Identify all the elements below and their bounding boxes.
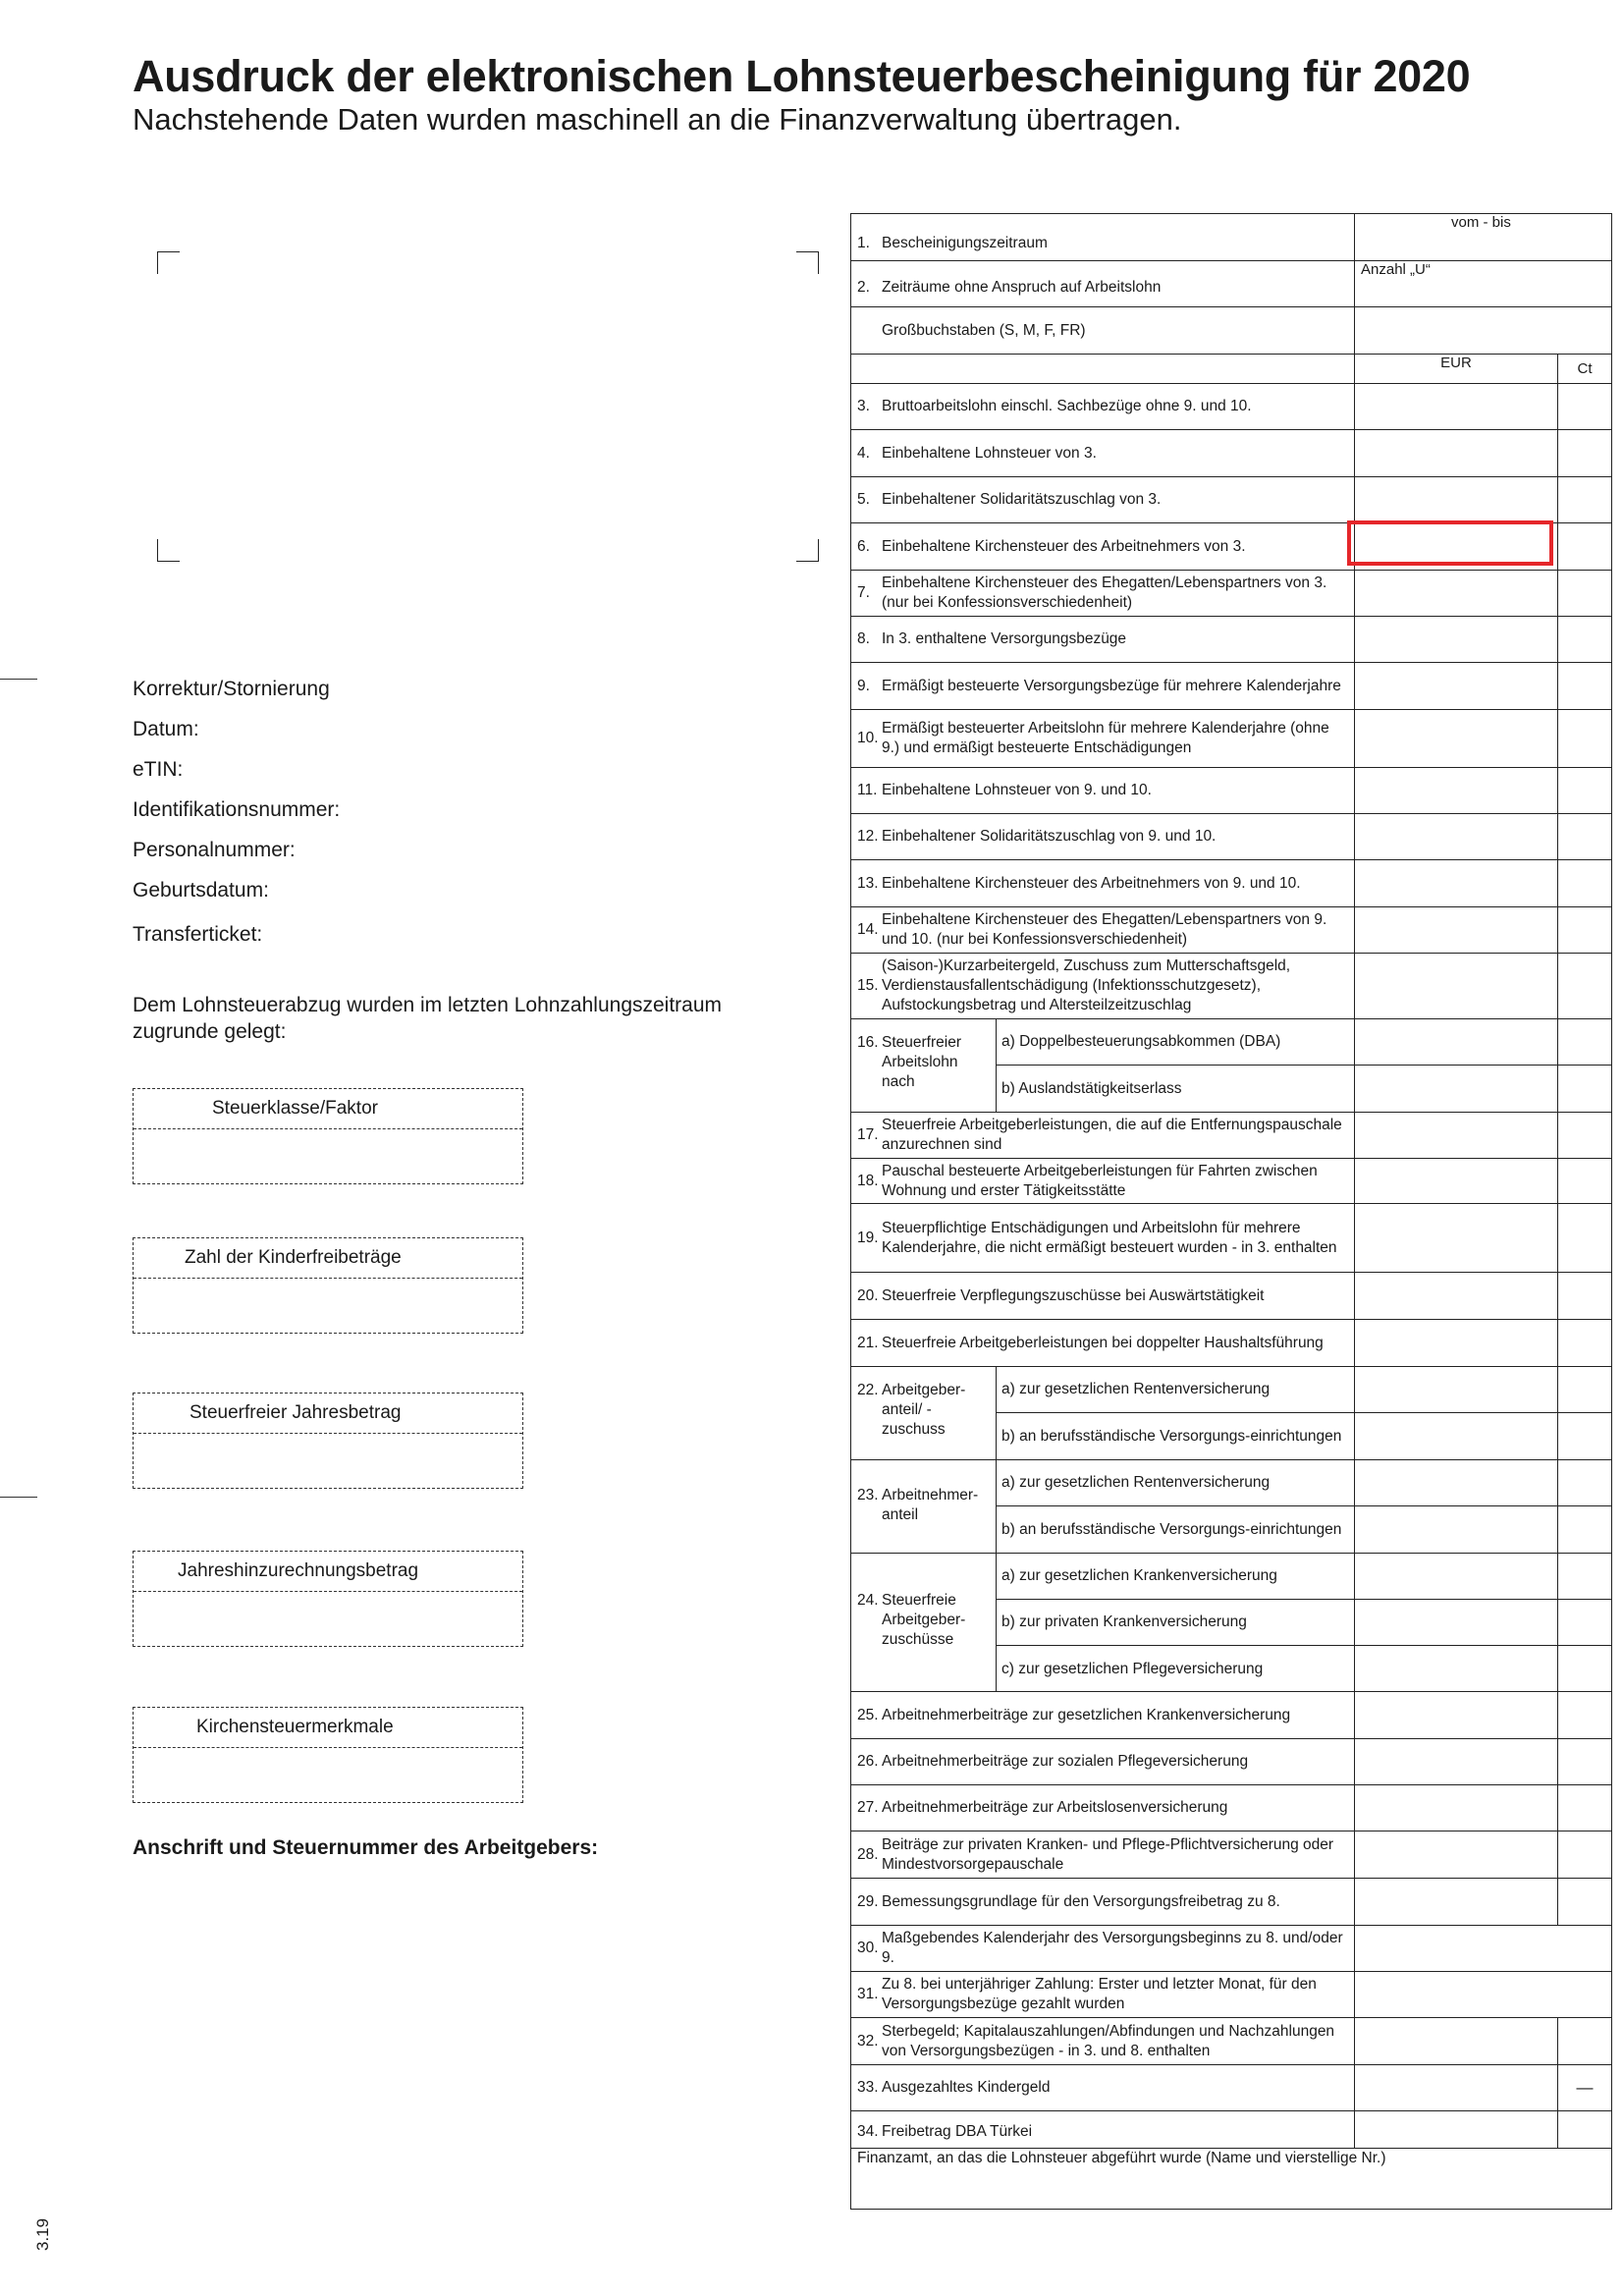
row-23a xyxy=(996,1460,1611,1506)
row-24c xyxy=(996,1646,1611,1692)
row-text: a) Doppelbesteuerungsabkommen (DBA) xyxy=(1001,1033,1281,1050)
row-text: a) zur gesetzlichen Rentenversicherung xyxy=(1001,1381,1271,1397)
eur-header-cell xyxy=(1354,355,1557,383)
row-34-ct xyxy=(1557,2111,1611,2148)
row-7-eur xyxy=(1354,571,1557,616)
row-text: Steuerfreie Arbeitgeberleistungen, die auf die Entfernungspauschale anzurechnen sind xyxy=(882,1117,1342,1153)
row-2-value xyxy=(1354,261,1613,306)
row-number: 24. xyxy=(857,1592,879,1609)
row-4 xyxy=(851,430,1611,477)
row-text: Einbehaltene Lohnsteuer von 3. xyxy=(882,444,1097,462)
row-7 xyxy=(851,571,1611,617)
row-text: (Saison-)Kurzarbeitergeld, Zuschuss zum Mutterschaftsgeld, Verdienstausfallentschädigung (Infektionsschutzgesetz), Aufstockungsbetrag und Altersteilzeitzuschlag xyxy=(882,957,1291,1013)
row-15-eur xyxy=(1354,954,1557,1018)
row-15-ct xyxy=(1557,954,1611,1018)
jahresbetrag-value xyxy=(134,1434,522,1488)
row-text: Einbehaltene Kirchensteuer des Ehegatten/Lebenspartners von 9. und 10. (nur bei Konfessionsverschiedenheit) xyxy=(882,911,1327,948)
row-12-ct xyxy=(1557,814,1611,859)
row-9 xyxy=(851,663,1611,710)
row-24a xyxy=(996,1554,1611,1600)
row-11 xyxy=(851,768,1611,814)
row-number: 31. xyxy=(857,1986,879,2002)
kinderfreibetraege-caption: Zahl der Kinderfreibeträge xyxy=(134,1238,522,1279)
row-number: 9. xyxy=(857,677,870,694)
row-22a-ct xyxy=(1557,1367,1611,1412)
row-text: Einbehaltener Solidaritätszuschlag von 3. xyxy=(882,491,1162,508)
row-text: Ermäßigt besteuerter Arbeitslohn für mehrere Kalenderjahre (ohne 9.) und ermäßigt besteuerte Entschädigungen xyxy=(882,720,1329,756)
fold-mark-top xyxy=(0,679,37,680)
row-number: 25. xyxy=(857,1706,879,1723)
row-5-eur xyxy=(1354,477,1557,522)
address-corner-top-left xyxy=(157,251,180,274)
row-number: 8. xyxy=(857,630,870,647)
row-28 xyxy=(851,1831,1611,1879)
row-number: 11. xyxy=(857,782,878,798)
address-corner-top-right xyxy=(796,251,819,274)
row-text: Ermäßigt besteuerte Versorgungsbezüge für mehrere Kalenderjahre xyxy=(882,677,1341,694)
row-24c-eur xyxy=(1354,1646,1557,1692)
hinzurechnung-caption: Jahreshinzurechnungsbetrag xyxy=(134,1552,522,1592)
personalnr-label: Personalnummer: xyxy=(133,839,296,861)
geburtsdatum-label: Geburtsdatum: xyxy=(133,879,269,902)
row-text: b) Auslandstätigkeitserlass xyxy=(1001,1080,1182,1097)
row-text: b) an berufsständische Versorgungs-einrichtungen xyxy=(1001,1521,1342,1538)
row-24 xyxy=(851,1554,1611,1692)
row-29-eur xyxy=(1354,1879,1557,1925)
jahresbetrag-caption: Steuerfreier Jahresbetrag xyxy=(134,1394,522,1434)
row-text: Einbehaltener Solidaritätszuschlag von 9. und 10. xyxy=(882,828,1217,845)
row-32 xyxy=(851,2018,1611,2065)
row-number: 29. xyxy=(857,1892,879,1910)
row-text: Pauschal besteuerte Arbeitgeberleistungen für Fahrten zwischen Wohnung und erster Tätigkeitsstätte xyxy=(882,1162,1318,1199)
lohnsteuer-table xyxy=(850,213,1612,2210)
row-text: b) zur privaten Krankenversicherung xyxy=(1001,1613,1247,1630)
page-subtitle: Nachstehende Daten wurden maschinell an die Finanzverwaltung übertragen. xyxy=(133,102,1182,137)
vom-bis-header: vom - bis xyxy=(1451,214,1511,231)
row-number: 21. xyxy=(857,1334,879,1351)
row-text: Einbehaltene Lohnsteuer von 9. und 10. xyxy=(882,782,1152,798)
row-15 xyxy=(851,954,1611,1019)
steuerklasse-value xyxy=(134,1129,522,1183)
row-23-label: Arbeitnehmer-anteil xyxy=(882,1487,979,1523)
row-text: Steuerpflichtige Entschädigungen und Arbeitslohn für mehrere Kalenderjahre, die nicht ermäßigt besteuert wurden - in 3. enthalten xyxy=(882,1219,1337,1256)
row-11-eur xyxy=(1354,768,1557,813)
row-13-ct xyxy=(1557,860,1611,906)
row-16-label: Steuerfreier Arbeitslohn nach xyxy=(882,1034,961,1090)
row-text: Ausgezahltes Kindergeld xyxy=(882,2079,1051,2096)
row-text: Einbehaltene Kirchensteuer des Ehegatten/Lebenspartners von 3. (nur bei Konfessionsverschiedenheit) xyxy=(882,574,1327,611)
address-corner-bottom-left xyxy=(157,539,180,562)
row-text: Zeiträume ohne Anspruch auf Arbeitslohn xyxy=(882,279,1162,296)
row-2b-value xyxy=(1354,307,1613,354)
datum-label: Datum: xyxy=(133,718,199,740)
steuerklasse-caption: Steuerklasse/Faktor xyxy=(134,1089,522,1129)
row-text: Sterbegeld; Kapitalauszahlungen/Abfindungen und Nachzahlungen von Versorgungsbezügen - in 3. und 8. enthalten xyxy=(882,2022,1335,2059)
row-number: 1. xyxy=(857,234,870,251)
currency-header-row xyxy=(851,355,1611,384)
row-10 xyxy=(851,710,1611,768)
row-16a-eur xyxy=(1354,1019,1557,1065)
row-4-eur xyxy=(1354,430,1557,476)
row-number: 5. xyxy=(857,491,870,508)
row-7-ct xyxy=(1557,571,1611,616)
row-2-grossbuchstaben xyxy=(851,307,1611,355)
hinzurechnung-box xyxy=(133,1551,523,1647)
employer-heading: Anschrift und Steuernummer des Arbeitgebers: xyxy=(133,1836,599,1859)
row-text: a) zur gesetzlichen Krankenversicherung xyxy=(1001,1567,1277,1584)
row-18-eur xyxy=(1354,1159,1557,1203)
row-5 xyxy=(851,477,1611,523)
row-17 xyxy=(851,1113,1611,1159)
row-24c-ct xyxy=(1557,1646,1611,1692)
row-2 xyxy=(851,261,1611,307)
row-23b-ct xyxy=(1557,1506,1611,1554)
row-28-ct xyxy=(1557,1831,1611,1878)
row-26-eur xyxy=(1354,1739,1557,1784)
row-14-eur xyxy=(1354,907,1557,953)
row-23b xyxy=(996,1506,1611,1554)
row-21-ct xyxy=(1557,1320,1611,1366)
row-20-ct xyxy=(1557,1273,1611,1319)
row-3 xyxy=(851,384,1611,430)
row-28-eur xyxy=(1354,1831,1557,1878)
row-12 xyxy=(851,814,1611,860)
row-22-label: Arbeitgeber-anteil/ -zuschuss xyxy=(882,1382,966,1438)
row-number: 16. xyxy=(857,1034,879,1051)
row-23 xyxy=(851,1460,1611,1554)
row-number: 14. xyxy=(857,921,879,938)
row-text: In 3. enthaltene Versorgungsbezüge xyxy=(882,630,1127,647)
row-16b-ct xyxy=(1557,1066,1611,1113)
row-text: a) zur gesetzlichen Rentenversicherung xyxy=(1001,1474,1271,1491)
row-text: Steuerfreie Verpflegungszuschüsse bei Auswärtstätigkeit xyxy=(882,1286,1265,1304)
row-number: 7. xyxy=(857,584,870,601)
form-code: 3.19 xyxy=(33,2217,52,2251)
row-34-eur xyxy=(1354,2111,1557,2148)
row-33 xyxy=(851,2065,1611,2111)
row-number: 6. xyxy=(857,537,870,555)
row-text: Beiträge zur privaten Kranken- und Pflege-Pflichtversicherung oder Mindestvorsorgepauschale xyxy=(882,1835,1334,1873)
row-8-ct xyxy=(1557,617,1611,662)
row-29-ct xyxy=(1557,1879,1611,1925)
row-text: Großbuchstaben (S, M, F, FR) xyxy=(882,321,1086,339)
row-25-ct xyxy=(1557,1692,1611,1738)
row-24a-ct xyxy=(1557,1554,1611,1599)
ct-dash: — xyxy=(1576,2078,1594,2097)
kirchensteuer-value xyxy=(134,1748,522,1802)
row-16b-eur xyxy=(1354,1066,1557,1113)
finanzamt-row xyxy=(851,2149,1611,2209)
row-number: 19. xyxy=(857,1229,879,1246)
row-29 xyxy=(851,1879,1611,1926)
row-16a-ct xyxy=(1557,1019,1611,1065)
row-number: 4. xyxy=(857,444,870,462)
row-22a-eur xyxy=(1354,1367,1557,1412)
row-12-eur xyxy=(1354,814,1557,859)
row-text: Steuerfreie Arbeitgeberleistungen bei doppelter Haushaltsführung xyxy=(882,1334,1324,1351)
row-number: 22. xyxy=(857,1382,879,1398)
row-text: Freibetrag DBA Türkei xyxy=(882,2122,1033,2140)
row-25-eur xyxy=(1354,1692,1557,1738)
row-number: 30. xyxy=(857,1940,879,1956)
row-14 xyxy=(851,907,1611,954)
row-number: 18. xyxy=(857,1172,879,1189)
row-31-value xyxy=(1354,1972,1613,2017)
row-25 xyxy=(851,1692,1611,1739)
row-34 xyxy=(851,2111,1611,2149)
row-6-ct xyxy=(1557,523,1611,570)
intro-line-1: Dem Lohnsteuerabzug wurden im letzten Lohnzahlungszeitraum xyxy=(133,994,723,1016)
row-30 xyxy=(851,1926,1611,1972)
row-32-eur xyxy=(1354,2018,1557,2064)
row-text: Arbeitnehmerbeiträge zur sozialen Pflegeversicherung xyxy=(882,1753,1249,1770)
row-17-eur xyxy=(1354,1113,1557,1158)
intro-line-2: zugrunde gelegt: xyxy=(133,1020,287,1043)
highlight-box xyxy=(1347,520,1553,566)
idnr-label: Identifikationsnummer: xyxy=(133,798,341,821)
transferticket-label: Transferticket: xyxy=(133,923,263,946)
jahresbetrag-box xyxy=(133,1393,523,1489)
row-19-eur xyxy=(1354,1204,1557,1272)
row-27-eur xyxy=(1354,1785,1557,1831)
row-13 xyxy=(851,860,1611,907)
row-3-ct xyxy=(1557,384,1611,429)
row-17-ct xyxy=(1557,1113,1611,1158)
row-24-label: Steuerfreie Arbeitgeber-zuschüsse xyxy=(882,1592,966,1648)
row-27-ct xyxy=(1557,1785,1611,1831)
row-16b xyxy=(996,1066,1611,1113)
row-number: 3. xyxy=(857,398,870,414)
row-13-eur xyxy=(1354,860,1557,906)
anzahl-u-header: Anzahl „U“ xyxy=(1361,261,1431,278)
row-23b-eur xyxy=(1354,1506,1557,1554)
row-text: Einbehaltene Kirchensteuer des Arbeitnehmers von 9. und 10. xyxy=(882,874,1301,892)
row-number: 34. xyxy=(857,2122,879,2140)
row-19-ct xyxy=(1557,1204,1611,1272)
row-number: 33. xyxy=(857,2079,879,2096)
row-1-value xyxy=(1354,214,1613,260)
row-number: 32. xyxy=(857,2032,879,2050)
row-24b xyxy=(996,1600,1611,1646)
kirchensteuer-box xyxy=(133,1707,523,1803)
row-text: Maßgebendes Kalenderjahr des Versorgungsbeginns zu 8. und/oder 9. xyxy=(882,1930,1343,1966)
row-19 xyxy=(851,1204,1611,1273)
row-text: Arbeitnehmerbeiträge zur gesetzlichen Krankenversicherung xyxy=(882,1706,1291,1723)
row-21 xyxy=(851,1320,1611,1367)
row-number: 2. xyxy=(857,279,870,296)
row-31 xyxy=(851,1972,1611,2018)
row-24b-ct xyxy=(1557,1600,1611,1645)
row-24a-eur xyxy=(1354,1554,1557,1599)
row-22b xyxy=(996,1413,1611,1460)
kinderfreibetraege-value xyxy=(134,1279,522,1333)
row-number: 10. xyxy=(857,730,879,746)
kinderfreibetraege-box xyxy=(133,1237,523,1334)
row-text: b) an berufsständische Versorgungs-einrichtungen xyxy=(1001,1428,1342,1445)
row-8-eur xyxy=(1354,617,1557,662)
row-number: 13. xyxy=(857,874,879,892)
row-9-eur xyxy=(1354,663,1557,709)
row-4-ct xyxy=(1557,430,1611,476)
row-number: 17. xyxy=(857,1126,879,1143)
row-text: Bruttoarbeitslohn einschl. Sachbezüge ohne 9. und 10. xyxy=(882,398,1252,414)
ct-header-cell xyxy=(1557,355,1611,383)
row-10-ct xyxy=(1557,710,1611,767)
page-title: Ausdruck der elektronischen Lohnsteuerbescheinigung für 2020 xyxy=(133,51,1471,101)
row-20 xyxy=(851,1273,1611,1320)
row-number: 26. xyxy=(857,1753,879,1770)
row-26-ct xyxy=(1557,1739,1611,1784)
row-24b-eur xyxy=(1354,1600,1557,1645)
row-number: 12. xyxy=(857,828,879,845)
row-22b-ct xyxy=(1557,1413,1611,1460)
row-16a xyxy=(996,1019,1611,1066)
row-21-eur xyxy=(1354,1320,1557,1366)
row-number: 28. xyxy=(857,1845,879,1863)
steuerklasse-box xyxy=(133,1088,523,1184)
row-5-ct xyxy=(1557,477,1611,522)
row-text: Einbehaltene Kirchensteuer des Arbeitnehmers von 3. xyxy=(882,537,1246,555)
kirchensteuer-caption: Kirchensteuermerkmale xyxy=(134,1708,522,1748)
row-number: 20. xyxy=(857,1286,879,1304)
row-23a-eur xyxy=(1354,1460,1557,1505)
finanzamt-label: Finanzamt, an das die Lohnsteuer abgeführt wurde (Name und vierstellige Nr.) xyxy=(857,2150,1386,2166)
row-1 xyxy=(851,214,1611,261)
row-18-ct xyxy=(1557,1159,1611,1203)
row-22 xyxy=(851,1367,1611,1460)
row-22b-eur xyxy=(1354,1413,1557,1460)
row-text: c) zur gesetzlichen Pflegeversicherung xyxy=(1001,1660,1264,1677)
row-8 xyxy=(851,617,1611,663)
row-text: Zu 8. bei unterjähriger Zahlung: Erster und letzter Monat, für den Versorgungsbezüge gezahlt wurden xyxy=(882,1976,1317,2012)
address-corner-bottom-right xyxy=(796,539,819,562)
row-11-ct xyxy=(1557,768,1611,813)
row-30-value xyxy=(1354,1926,1613,1971)
row-18 xyxy=(851,1159,1611,1204)
row-number: 15. xyxy=(857,977,879,994)
row-number: 27. xyxy=(857,1799,879,1816)
row-32-ct xyxy=(1557,2018,1611,2064)
korrektur-label: Korrektur/Stornierung xyxy=(133,678,330,700)
row-text: Bescheinigungszeitraum xyxy=(882,234,1048,251)
row-26 xyxy=(851,1739,1611,1785)
eur-header: EUR xyxy=(1440,355,1472,371)
row-text: Bemessungsgrundlage für den Versorgungsfreibetrag zu 8. xyxy=(882,1892,1280,1910)
row-3-eur xyxy=(1354,384,1557,429)
row-20-eur xyxy=(1354,1273,1557,1319)
fold-mark-bottom xyxy=(0,1497,37,1498)
row-27 xyxy=(851,1785,1611,1831)
row-16 xyxy=(851,1019,1611,1113)
row-9-ct xyxy=(1557,663,1611,709)
row-33-ct xyxy=(1557,2065,1611,2110)
row-number: 23. xyxy=(857,1487,879,1503)
hinzurechnung-value xyxy=(134,1592,522,1646)
ct-header: Ct xyxy=(1577,360,1593,377)
row-23a-ct xyxy=(1557,1460,1611,1505)
row-14-ct xyxy=(1557,907,1611,953)
row-22a xyxy=(996,1367,1611,1413)
row-10-eur xyxy=(1354,710,1557,767)
row-text: Arbeitnehmerbeiträge zur Arbeitslosenversicherung xyxy=(882,1799,1228,1816)
etin-label: eTIN: xyxy=(133,758,184,781)
row-33-eur xyxy=(1354,2065,1557,2110)
